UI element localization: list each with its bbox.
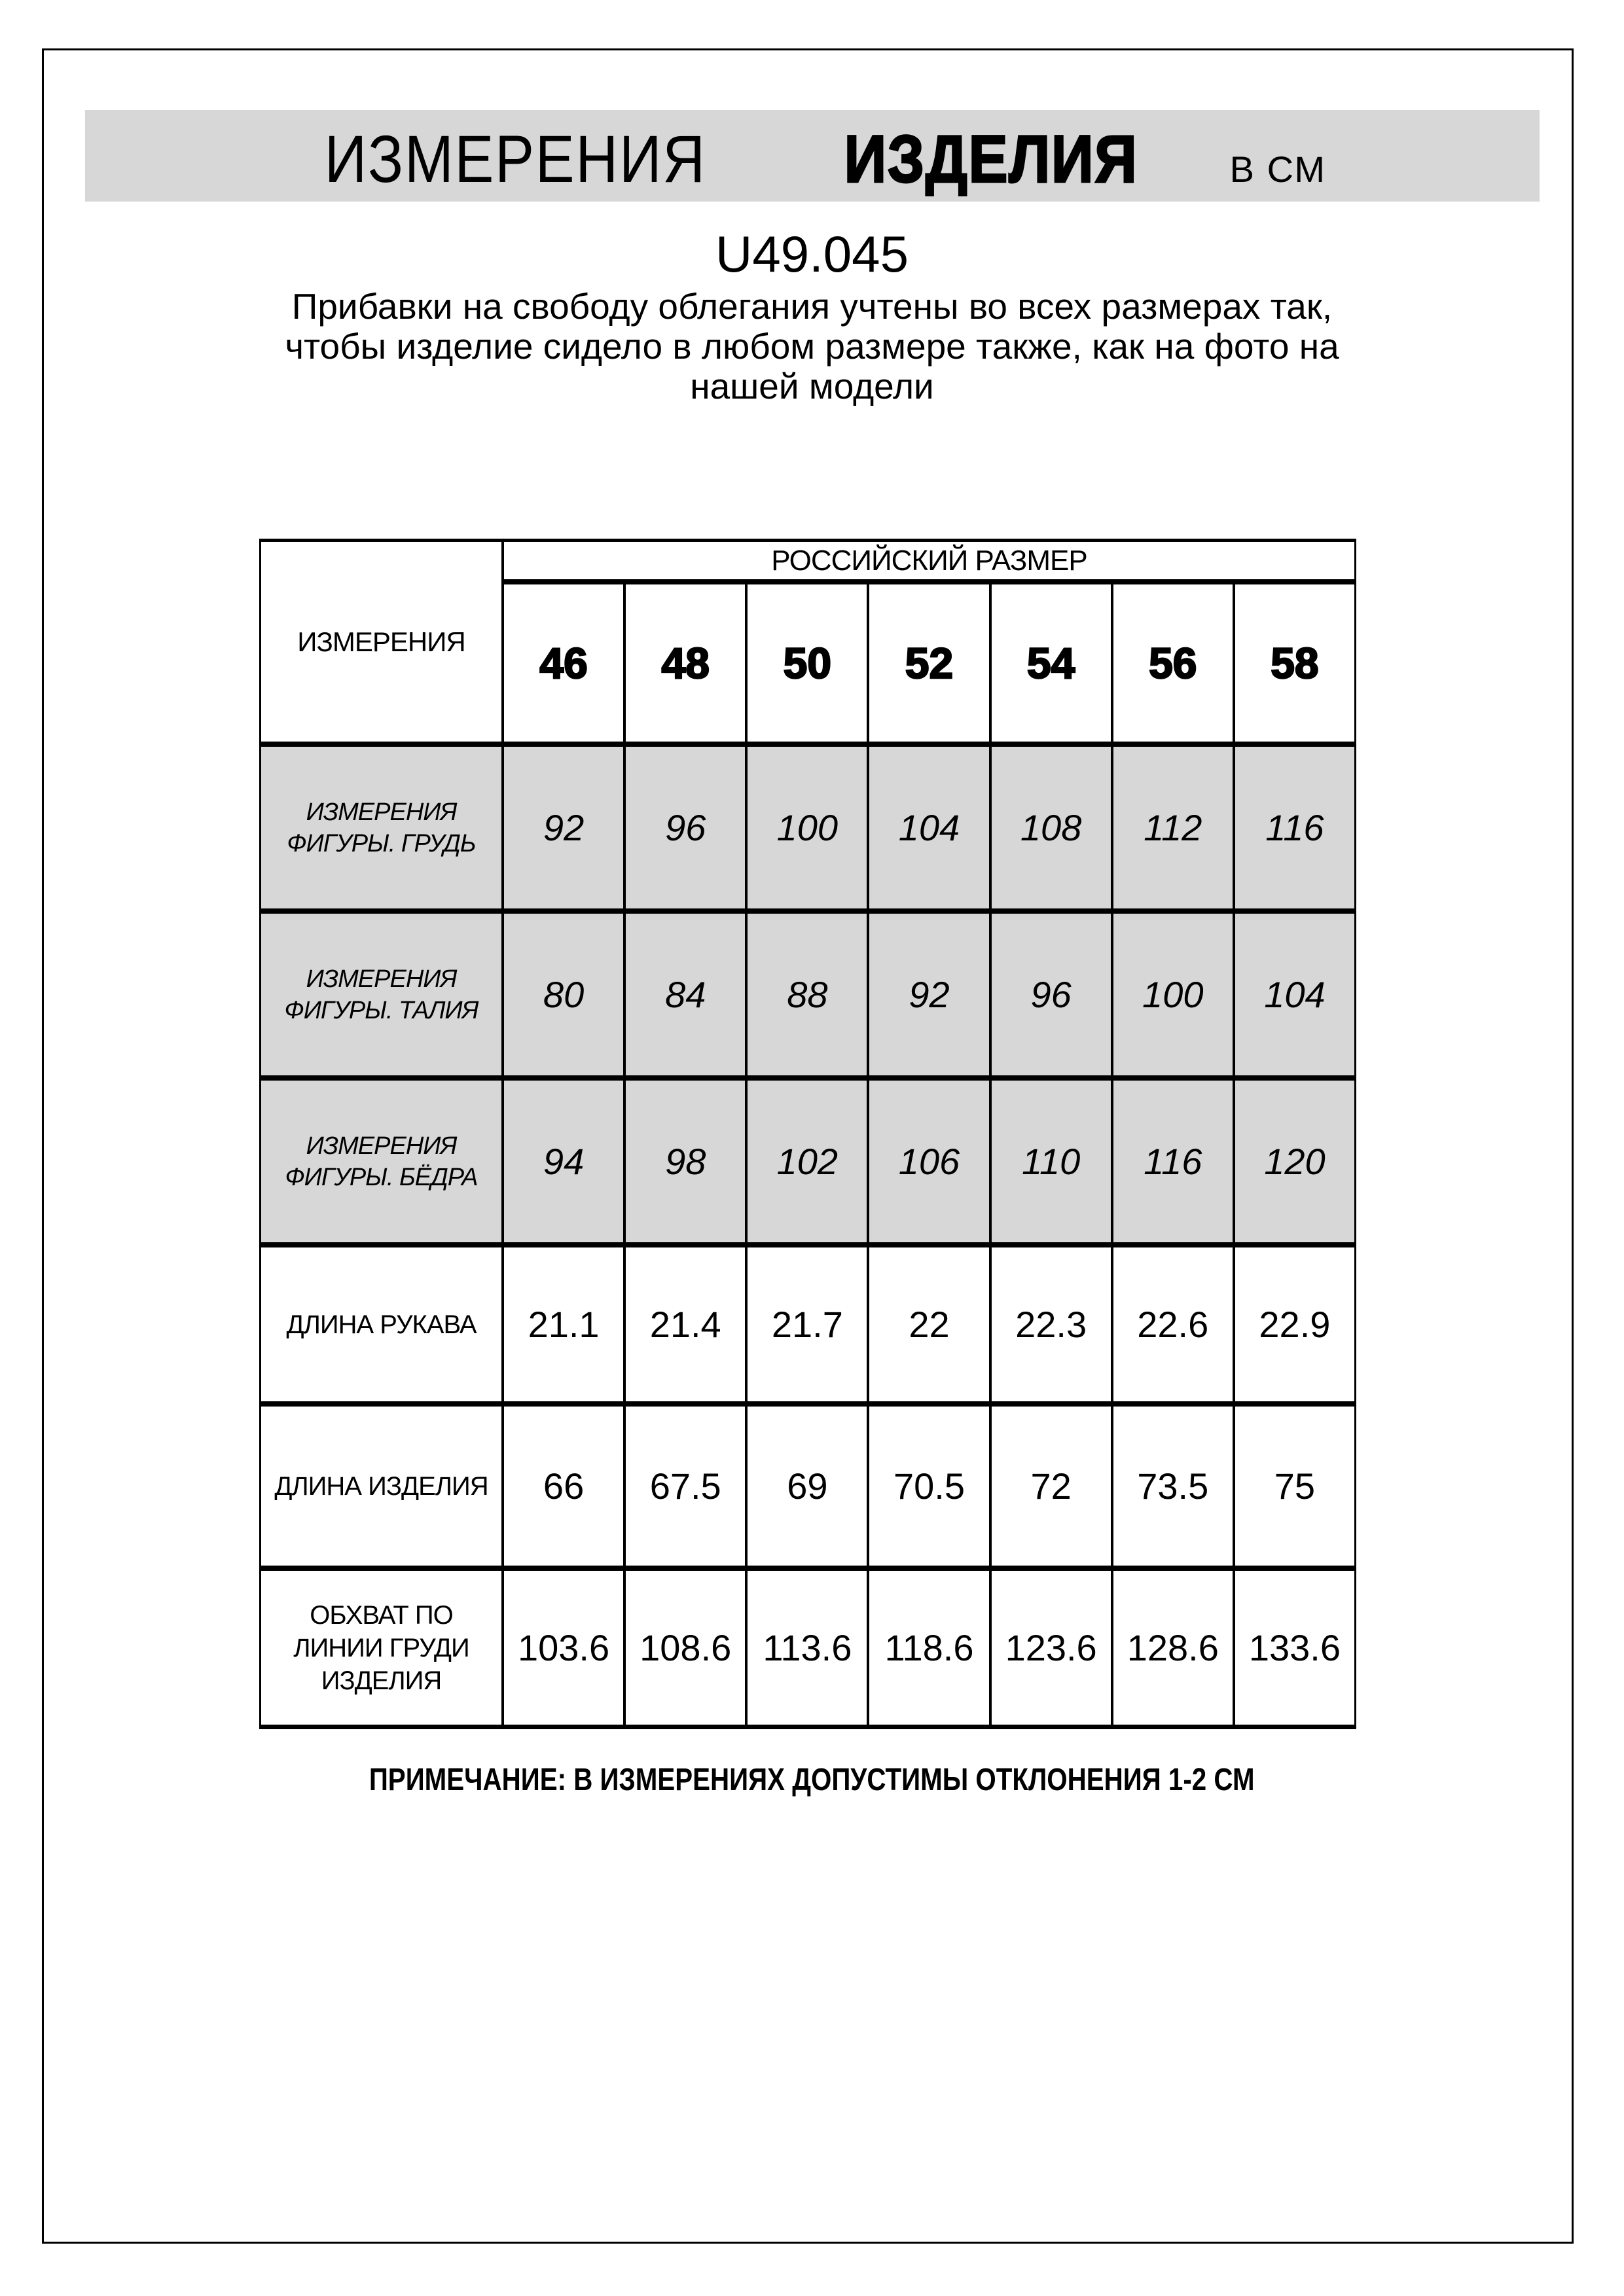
size-column-header-54 bbox=[992, 584, 1111, 742]
table-cell bbox=[748, 1407, 867, 1566]
table-cell bbox=[748, 1247, 867, 1401]
size-column-header-56 bbox=[1113, 584, 1233, 742]
row-label-line: ДЛИНА ИЗДЕЛИЯ bbox=[274, 1471, 488, 1501]
table-cell bbox=[626, 914, 745, 1075]
table-corner-label: ИЗМЕРЕНИЯ bbox=[297, 626, 465, 657]
table-cell bbox=[626, 1081, 745, 1242]
intro-line-2: чтобы изделие сидело в любом размере также, как на фото на bbox=[285, 326, 1339, 367]
size-column-header-46 bbox=[504, 584, 623, 742]
table-corner-header bbox=[261, 542, 501, 742]
row-label-garment-chest-girth bbox=[261, 1571, 501, 1725]
row-label-line: ОБХВАТ ПО bbox=[310, 1600, 453, 1630]
cell-value: 21.7 bbox=[771, 1304, 843, 1345]
size-header-label: 52 bbox=[905, 639, 954, 687]
cell-value: 22.3 bbox=[1015, 1304, 1087, 1345]
size-header-label: 46 bbox=[539, 639, 588, 687]
size-header-label: 58 bbox=[1271, 639, 1319, 687]
cell-value: 69 bbox=[787, 1465, 828, 1507]
product-code: U49.045 bbox=[715, 225, 909, 283]
cell-value: 21.1 bbox=[528, 1304, 600, 1345]
row-label-line: ФИГУРЫ. БЁДРА bbox=[285, 1163, 478, 1191]
table-cell bbox=[504, 1081, 623, 1242]
cell-value: 88 bbox=[787, 974, 828, 1015]
row-label-figure-hips bbox=[261, 1081, 501, 1242]
cell-value: 116 bbox=[1144, 1141, 1202, 1182]
size-table bbox=[259, 539, 1356, 1729]
table-cell bbox=[626, 747, 745, 908]
row-label-figure-waist bbox=[261, 914, 501, 1075]
table-cell bbox=[869, 1081, 988, 1242]
size-column-header-48 bbox=[626, 584, 745, 742]
cell-value: 98 bbox=[665, 1141, 706, 1182]
table-cell bbox=[869, 1571, 988, 1725]
cell-value: 80 bbox=[543, 974, 585, 1015]
table-cell bbox=[504, 1571, 623, 1725]
size-column-header-58 bbox=[1235, 584, 1354, 742]
row-label-line: ДЛИНА РУКАВА bbox=[286, 1310, 477, 1339]
cell-value: 104 bbox=[1264, 974, 1326, 1015]
cell-value: 66 bbox=[543, 1465, 585, 1507]
table-cell bbox=[1113, 914, 1233, 1075]
cell-value: 116 bbox=[1265, 807, 1324, 848]
size-header-label: 50 bbox=[783, 639, 832, 687]
table-cell bbox=[504, 914, 623, 1075]
row-label-line: ЛИНИИ ГРУДИ bbox=[293, 1633, 469, 1662]
table-cell bbox=[1235, 747, 1354, 908]
table-cell bbox=[1235, 1081, 1354, 1242]
table-cell bbox=[1235, 1247, 1354, 1401]
row-label-sleeve-length bbox=[261, 1247, 501, 1401]
cell-value: 94 bbox=[543, 1141, 585, 1182]
table-cell bbox=[992, 1407, 1111, 1566]
table-cell bbox=[748, 914, 867, 1075]
cell-value: 100 bbox=[1142, 974, 1204, 1015]
table-cell bbox=[1113, 1571, 1233, 1725]
size-header-label: 48 bbox=[661, 639, 710, 687]
cell-value: 84 bbox=[665, 974, 706, 1015]
table-cell bbox=[869, 1247, 988, 1401]
table-cell bbox=[748, 1081, 867, 1242]
table-cell bbox=[1235, 1571, 1354, 1725]
cell-value: 110 bbox=[1021, 1141, 1081, 1182]
size-column-header-52 bbox=[869, 584, 988, 742]
table-cell bbox=[748, 1571, 867, 1725]
note-text bbox=[0, 1762, 1624, 1798]
cell-value: 123.6 bbox=[1005, 1627, 1097, 1668]
table-cell bbox=[869, 914, 988, 1075]
table-cell bbox=[626, 1407, 745, 1566]
table-cell bbox=[992, 1081, 1111, 1242]
cell-value: 22.6 bbox=[1137, 1304, 1209, 1345]
table-cell bbox=[992, 914, 1111, 1075]
cell-value: 100 bbox=[776, 807, 839, 848]
banner-title-product: ИЗДЕЛИЯ bbox=[844, 122, 1138, 196]
table-group-header-label: РОССИЙСКИЙ РАЗМЕР bbox=[771, 544, 1087, 577]
table-cell bbox=[504, 747, 623, 908]
intro-line-3: нашей модели bbox=[690, 366, 934, 406]
row-label-line: ИЗМЕРЕНИЯ bbox=[306, 965, 457, 993]
banner-unit-label: В СМ bbox=[1229, 149, 1327, 190]
table-cell bbox=[1235, 1407, 1354, 1566]
row-label-line: ИЗДЕЛИЯ bbox=[321, 1666, 442, 1695]
table-cell bbox=[1113, 1247, 1233, 1401]
cell-value: 108 bbox=[1020, 807, 1082, 848]
cell-value: 104 bbox=[898, 807, 960, 848]
table-cell bbox=[1113, 747, 1233, 908]
cell-value: 72 bbox=[1030, 1465, 1072, 1507]
cell-value: 67.5 bbox=[649, 1465, 721, 1507]
cell-value: 118.6 bbox=[884, 1627, 974, 1668]
row-label-line: ФИГУРЫ. ГРУДЬ bbox=[287, 829, 476, 857]
title-banner bbox=[85, 110, 1540, 202]
table-cell bbox=[869, 1407, 988, 1566]
intro-paragraph bbox=[0, 287, 1624, 406]
table-cell bbox=[504, 1407, 623, 1566]
cell-value: 70.5 bbox=[893, 1465, 965, 1507]
table-cell bbox=[1235, 914, 1354, 1075]
cell-value: 128.6 bbox=[1127, 1627, 1219, 1668]
table-cell bbox=[1113, 1407, 1233, 1566]
size-header-label: 56 bbox=[1149, 639, 1197, 687]
table-cell bbox=[992, 747, 1111, 908]
note-text-inner: ПРИМЕЧАНИЕ: В ИЗМЕРЕНИЯХ ДОПУСТИМЫ ОТКЛОНЕНИЯ 1-2 СМ bbox=[369, 1763, 1255, 1797]
table-cell bbox=[626, 1247, 745, 1401]
row-label-line: ФИГУРЫ. ТАЛИЯ bbox=[284, 996, 478, 1024]
cell-value: 96 bbox=[665, 807, 706, 848]
row-label-figure-chest bbox=[261, 747, 501, 908]
cell-value: 22.9 bbox=[1259, 1304, 1331, 1345]
row-label-line: ИЗМЕРЕНИЯ bbox=[306, 798, 457, 826]
row-label-line: ИЗМЕРЕНИЯ bbox=[306, 1132, 457, 1160]
cell-value: 120 bbox=[1264, 1141, 1326, 1182]
cell-value: 22 bbox=[909, 1304, 950, 1345]
cell-value: 92 bbox=[543, 807, 585, 848]
table-group-header bbox=[504, 542, 1354, 579]
table-cell bbox=[626, 1571, 745, 1725]
table-cell bbox=[1113, 1081, 1233, 1242]
cell-value: 102 bbox=[776, 1141, 839, 1182]
cell-value: 106 bbox=[898, 1141, 960, 1182]
table-cell bbox=[748, 747, 867, 908]
cell-value: 96 bbox=[1030, 974, 1072, 1015]
cell-value: 112 bbox=[1144, 807, 1202, 848]
cell-value: 73.5 bbox=[1137, 1465, 1209, 1507]
table-cell bbox=[869, 747, 988, 908]
row-label-garment-length bbox=[261, 1407, 501, 1566]
banner-title-measurements: ИЗМЕРЕНИЯ bbox=[324, 122, 706, 196]
cell-value: 108.6 bbox=[640, 1627, 732, 1668]
cell-value: 133.6 bbox=[1248, 1627, 1341, 1668]
intro-line-1: Прибавки на свободу облегания учтены во всех размерах так, bbox=[291, 286, 1333, 327]
table-cell bbox=[504, 1247, 623, 1401]
size-column-header-50 bbox=[748, 584, 867, 742]
cell-value: 92 bbox=[909, 974, 950, 1015]
size-header-label: 54 bbox=[1026, 639, 1075, 687]
cell-value: 113.6 bbox=[763, 1627, 852, 1668]
table-cell bbox=[992, 1571, 1111, 1725]
table-cell bbox=[992, 1247, 1111, 1401]
cell-value: 75 bbox=[1274, 1465, 1316, 1507]
cell-value: 103.6 bbox=[518, 1627, 610, 1668]
cell-value: 21.4 bbox=[649, 1304, 721, 1345]
